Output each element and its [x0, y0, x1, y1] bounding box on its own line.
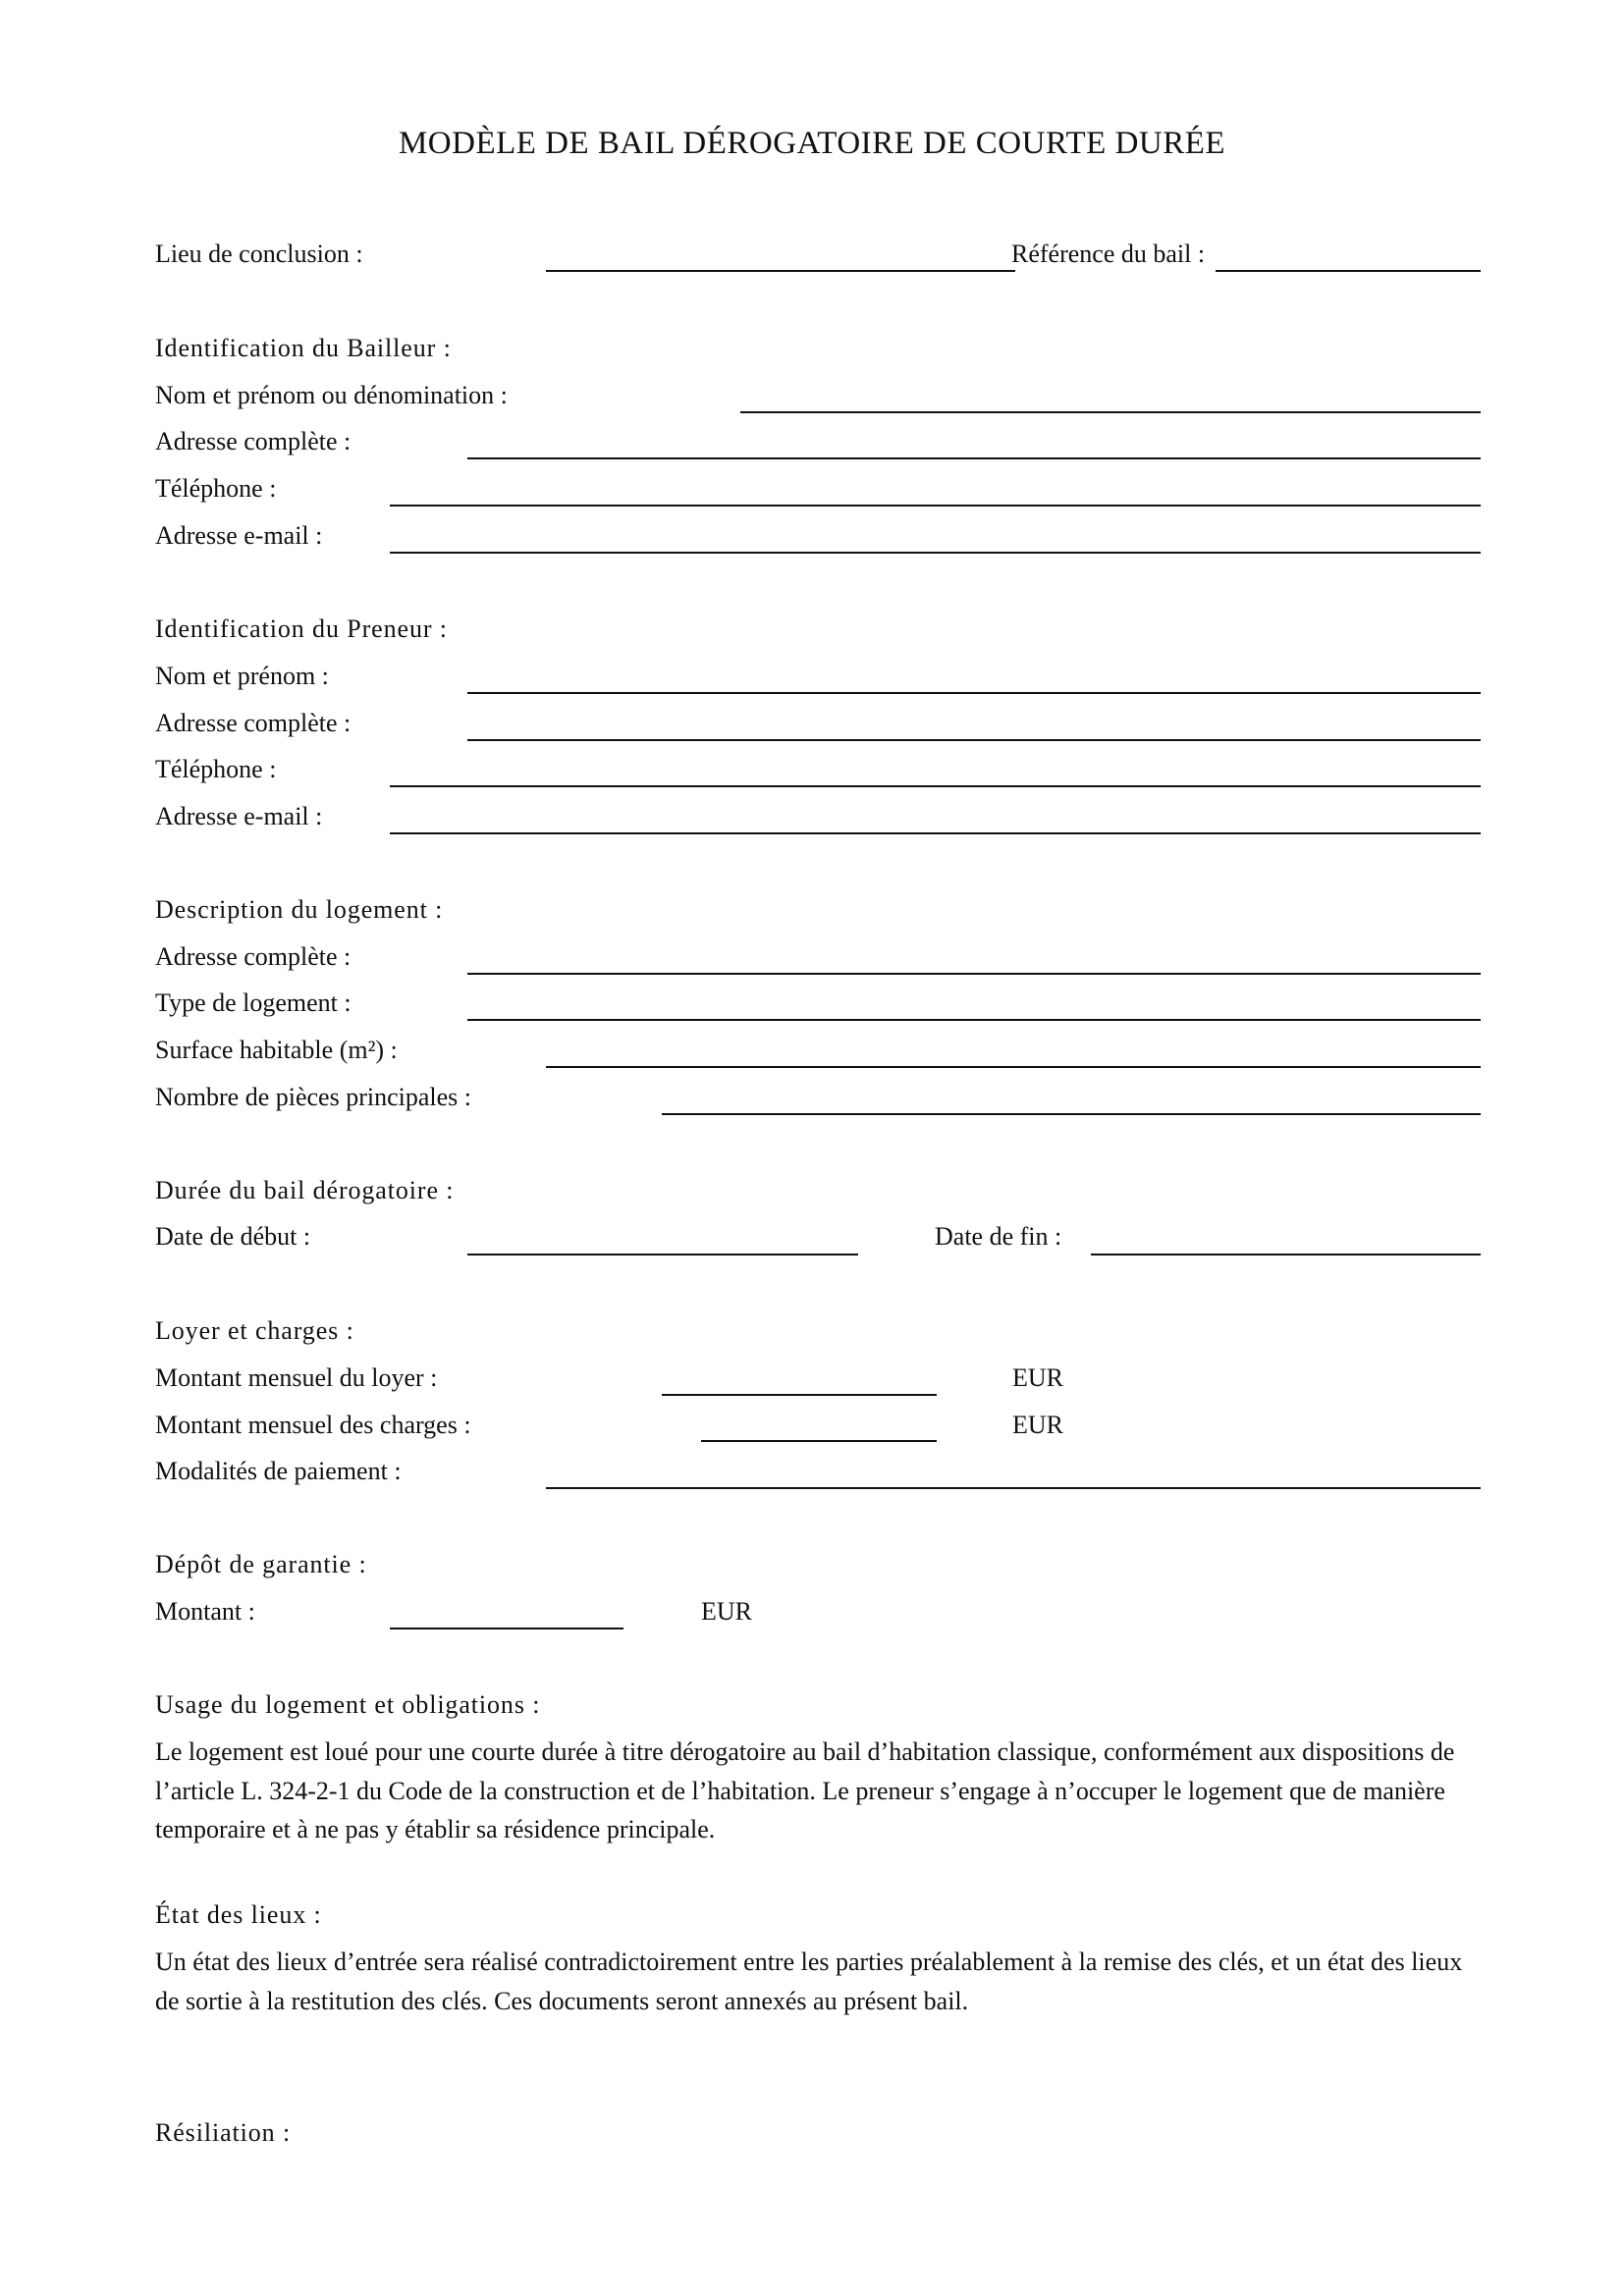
etat-heading: État des lieux : [155, 1900, 322, 1929]
bailleur-telephone-label: Téléphone : [155, 474, 277, 503]
resiliation-heading: Résiliation : [155, 2118, 292, 2147]
modalites-field[interactable] [546, 1487, 1481, 1489]
logement-heading: Description du logement : [155, 895, 444, 924]
logement-type-label: Type de logement : [155, 988, 352, 1017]
bailleur-adresse-label: Adresse complète : [155, 427, 352, 455]
date-debut-field[interactable] [467, 1254, 858, 1255]
preneur-telephone-label: Téléphone : [155, 755, 277, 783]
logement-pieces-field[interactable] [662, 1113, 1481, 1115]
charges-currency: EUR [1012, 1411, 1063, 1439]
duree-heading: Durée du bail dérogatoire : [155, 1176, 455, 1204]
bailleur-email-label: Adresse e-mail : [155, 521, 323, 550]
modalites-label: Modalités de paiement : [155, 1457, 402, 1485]
preneur-nom-field[interactable] [467, 692, 1481, 694]
preneur-adresse-field[interactable] [467, 739, 1481, 741]
preneur-heading: Identification du Preneur : [155, 614, 448, 643]
usage-paragraph: Le logement est loué pour une courte durée à titre dérogatoire au bail d’habitation classique, conformément aux dispositions de l’article L. 324-2-1 du Code de la construction et de l’habitation. Le preneur s’engage à n’occuper le logement que de manière temporaire et à ne pas y établir sa résidence principale. [155, 1737, 1455, 1843]
lieu-label: Lieu de conclusion : [155, 240, 363, 268]
loyer-mensuel-label: Montant mensuel du loyer : [155, 1363, 438, 1392]
lieu-field[interactable] [546, 270, 1015, 272]
bailleur-email-field[interactable] [390, 552, 1481, 554]
logement-pieces-label: Nombre de pièces principales : [155, 1083, 471, 1111]
reference-label: Référence du bail : [1011, 240, 1206, 268]
preneur-email-field[interactable] [390, 832, 1481, 834]
depot-heading: Dépôt de garantie : [155, 1550, 367, 1578]
logement-adresse-label: Adresse complète : [155, 942, 352, 971]
depot-montant-label: Montant : [155, 1597, 255, 1626]
bailleur-nom-label: Nom et prénom ou dénomination : [155, 381, 508, 409]
preneur-email-label: Adresse e-mail : [155, 802, 323, 830]
depot-montant-field[interactable] [390, 1628, 623, 1629]
bailleur-adresse-field[interactable] [467, 457, 1481, 459]
date-fin-label: Date de fin : [935, 1222, 1062, 1251]
reference-field[interactable] [1216, 270, 1481, 272]
bailleur-heading: Identification du Bailleur : [155, 334, 452, 362]
etat-paragraph: Un état des lieux d’entrée sera réalisé contradictoirement entre les parties préalablement à la remise des clés, et un état des lieux de sortie à la restitution des clés. Ces documents seront annexés au présent bail. [155, 1948, 1463, 2015]
loyer-heading: Loyer et charges : [155, 1316, 354, 1345]
date-fin-field[interactable] [1091, 1254, 1481, 1255]
depot-currency: EUR [701, 1597, 752, 1626]
charges-mensuel-label: Montant mensuel des charges : [155, 1411, 471, 1439]
charges-mensuel-field[interactable] [701, 1440, 937, 1442]
loyer-currency: EUR [1012, 1363, 1063, 1392]
bailleur-nom-field[interactable] [740, 411, 1481, 413]
logement-adresse-field[interactable] [467, 973, 1481, 975]
loyer-mensuel-field[interactable] [662, 1394, 937, 1396]
logement-type-field[interactable] [467, 1019, 1481, 1021]
preneur-adresse-label: Adresse complète : [155, 709, 352, 737]
bailleur-telephone-field[interactable] [390, 505, 1481, 507]
logement-surface-field[interactable] [546, 1066, 1481, 1068]
page-title: MODÈLE DE BAIL DÉROGATOIRE DE COURTE DURÉE [398, 126, 1226, 161]
logement-surface-label: Surface habitable (m²) : [155, 1036, 398, 1064]
preneur-nom-label: Nom et prénom : [155, 662, 329, 690]
preneur-telephone-field[interactable] [390, 785, 1481, 787]
usage-heading: Usage du logement et obligations : [155, 1690, 541, 1719]
date-debut-label: Date de début : [155, 1222, 311, 1251]
